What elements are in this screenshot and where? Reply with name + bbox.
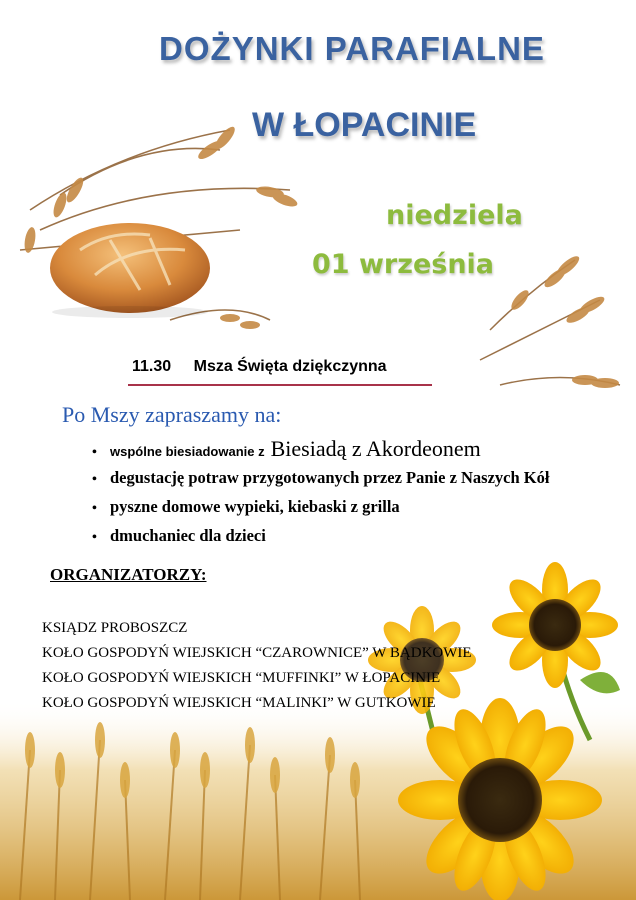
- list-item-text: wspólne biesiadowanie z: [110, 444, 265, 459]
- list-item-highlight: Biesiadą z Akordeonem: [270, 436, 481, 461]
- list-item-text: dmuchaniec dla dzieci: [110, 526, 266, 545]
- organizer-item: KSIĄDZ PROBOSZCZ: [42, 620, 188, 636]
- event-day: niedziela: [386, 200, 523, 231]
- list-item-text: degustację potraw przygotowanych przez Panie z Naszych Kół: [110, 468, 550, 487]
- poster-title: DOŻYNKI PARAFIALNE: [159, 30, 545, 67]
- organizers-heading: ORGANIZATORZY:: [50, 565, 207, 584]
- bread-illustration: [20, 124, 299, 329]
- list-item: [92, 521, 549, 550]
- bullet-icon: •: [92, 445, 97, 460]
- list-item-text: pyszne domowe wypieki, kiebaski z grilla: [110, 497, 400, 516]
- mass-time: 11.30: [132, 358, 172, 375]
- list-item: [92, 463, 549, 492]
- list-item: [92, 492, 549, 521]
- organizers-list: [42, 616, 472, 716]
- invitation-list: [92, 434, 549, 550]
- invitation-heading: Po Mszy zapraszamy na:: [62, 402, 282, 427]
- event-date: 01 września: [312, 249, 495, 280]
- bullet-icon: •: [92, 472, 97, 487]
- wheat-illustration: [480, 253, 620, 388]
- organizer-item: KOŁO GOSPODYŃ WIEJSKICH “MALINKI” W GUTKOWIE: [42, 695, 436, 711]
- organizer-item: KOŁO GOSPODYŃ WIEJSKICH “MUFFINKI” W ŁOPACINIE: [42, 670, 441, 686]
- poster-subtitle: W ŁOPACINIE: [252, 106, 477, 144]
- organizer-item: KOŁO GOSPODYŃ WIEJSKICH “CZAROWNICE” W BĄDKOWIE: [42, 645, 472, 661]
- mass-info: [132, 358, 387, 376]
- bullet-icon: •: [92, 501, 97, 516]
- divider: [128, 384, 432, 386]
- mass-label: Msza Święta dziękczynna: [193, 358, 387, 375]
- list-item: [92, 434, 549, 463]
- bullet-icon: •: [92, 530, 97, 545]
